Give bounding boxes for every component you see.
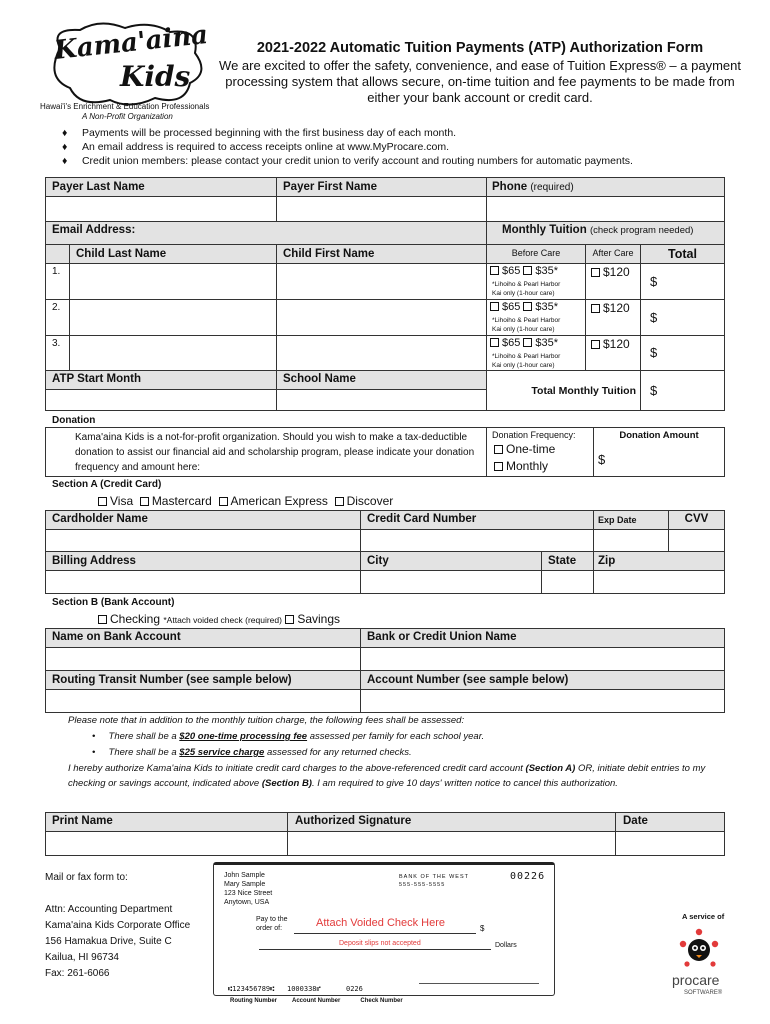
- account-label: Account Number (see sample below): [367, 674, 569, 686]
- cardholder-field[interactable]: [45, 529, 361, 552]
- mastercard-checkbox[interactable]: Mastercard: [140, 494, 212, 508]
- row-total-dollar: $: [650, 310, 658, 325]
- child-first-field[interactable]: [276, 263, 487, 300]
- logo: [40, 18, 210, 121]
- mail-org: Kama'aina Kids Corporate Office: [45, 920, 191, 931]
- billing-label: Billing Address: [52, 555, 136, 567]
- name-on-account-field[interactable]: [45, 647, 361, 671]
- bank-name-label: Bank or Credit Union Name: [367, 631, 517, 643]
- total-label: Total: [668, 247, 697, 261]
- donation-amount-label: Donation Amount: [619, 430, 699, 441]
- city-field[interactable]: [360, 570, 542, 594]
- check-dollars-label: Dollars: [495, 942, 517, 949]
- monthly-tuition-label: Monthly Tuition (check program needed): [502, 224, 694, 236]
- authorization-text: I hereby authorize Kama'aina Kids to initiate credit card charges to the above-referenced credit card account (Section A) OR, initiate debit entries to my checking or savings account, indicated above (Section B). I am required to give 10 days' written notice to cancel this authorization.: [68, 763, 706, 789]
- savings-checkbox[interactable]: Savings: [285, 612, 340, 626]
- before-care-note: *Lihoiho & Pearl Harbor Kai only (1-hour care): [492, 353, 561, 369]
- child-first-field[interactable]: [276, 335, 487, 371]
- city-label: City: [367, 555, 389, 567]
- before-care-label: Before Care: [511, 248, 561, 258]
- section-a-label: Section A (Credit Card): [52, 479, 162, 490]
- after-care-label: After Care: [592, 248, 634, 258]
- after-care-option[interactable]: $120: [591, 265, 630, 279]
- check-payer: John Sample Mary Sample 123 Nice Street Anytown, USA: [224, 872, 273, 906]
- mail-heading: Mail or fax form to:: [45, 872, 128, 883]
- bullet-list: [62, 126, 762, 168]
- child-num: 1.: [52, 266, 61, 277]
- fee-item-1: • There shall be a $20 one-time processing fee assessed per family for each school year.: [92, 731, 485, 742]
- check-pay-to: Pay to the order of:: [256, 916, 288, 932]
- child-last-field[interactable]: [69, 299, 277, 336]
- zip-label: Zip: [598, 555, 616, 567]
- atp-start-label: ATP Start Month: [52, 373, 142, 385]
- row-total-dollar: $: [650, 345, 658, 360]
- child-last-label: Child Last Name: [76, 248, 167, 260]
- logo-tagline: Hawai'i's Enrichment & Education Professionals: [40, 102, 210, 111]
- child-num: 2.: [52, 302, 61, 313]
- child-first-field[interactable]: [276, 299, 487, 336]
- check-deposit-text: Deposit slips not accepted: [339, 940, 421, 947]
- procare-software: SOFTWARE®: [684, 990, 723, 996]
- section-b-label: Section B (Bank Account): [52, 597, 175, 608]
- state-field[interactable]: [541, 570, 594, 594]
- zip-field[interactable]: [593, 570, 725, 594]
- fee-item-2: • There shall be a $25 service charge assessed for any returned checks.: [92, 747, 412, 758]
- school-field[interactable]: [276, 389, 487, 411]
- school-label: School Name: [283, 373, 356, 385]
- payer-first-name-label: Payer First Name: [283, 181, 377, 193]
- mail-city: Kailua, HI 96734: [45, 952, 119, 963]
- phone-label: Phone (required): [492, 181, 574, 193]
- procare-brand: procare: [672, 972, 720, 988]
- check-micr: ⑆123456789⑆ 1000338⑈ 0226: [228, 985, 363, 993]
- donation-text: Kama'aina Kids is a not-for-profit organization. Should you wish to make a tax-deductible donation to assist our financial aid and scholarship program, please indicate your donation frequency and amount here:: [75, 432, 475, 473]
- exp-field[interactable]: [593, 529, 669, 552]
- page-title: 2021-2022 Automatic Tuition Payments (ATP) Authorization Form: [256, 40, 704, 56]
- name-on-account-label: Name on Bank Account: [52, 631, 181, 643]
- child-last-field[interactable]: [69, 335, 277, 371]
- bullet-item: ♦ Payments will be processed beginning with the first business day of each month.: [62, 127, 457, 139]
- check-micr-labels: Routing Number Account Number Check Number: [230, 998, 403, 1004]
- check-dollars-line: [259, 949, 491, 950]
- cardholder-label: Cardholder Name: [52, 513, 148, 525]
- check-bank: BANK OF THE WEST 555-555-5555: [399, 874, 469, 888]
- print-name-field[interactable]: [45, 831, 288, 856]
- signature-field[interactable]: [287, 831, 616, 856]
- checking-note: *Attach voided check (required): [163, 615, 282, 625]
- before-care-note: *Lihoiho & Pearl Harbor Kai only (1-hour care): [492, 281, 561, 297]
- routing-field[interactable]: [45, 689, 361, 713]
- account-type-options: [98, 612, 340, 626]
- routing-label: Routing Transit Number (see sample below): [52, 674, 292, 686]
- check-number: 00226: [510, 871, 546, 882]
- billing-field[interactable]: [45, 570, 361, 594]
- bank-name-field[interactable]: [360, 647, 725, 671]
- child-first-label: Child First Name: [283, 248, 375, 260]
- child-num-header: [45, 244, 70, 264]
- check-dollar-sign: $: [480, 924, 485, 933]
- mail-fax: Fax: 261-6066: [45, 968, 110, 979]
- child-num: 3.: [52, 338, 61, 349]
- logo-nonprofit: A Non-Profit Organization: [82, 112, 173, 121]
- signature-label: Authorized Signature: [295, 815, 412, 827]
- payer-first-name-field[interactable]: [276, 196, 487, 222]
- sample-check: [213, 862, 555, 996]
- card-type-options: [98, 494, 393, 508]
- discover-checkbox[interactable]: Discover: [335, 494, 394, 508]
- print-name-label: Print Name: [52, 815, 113, 827]
- payer-last-name-label: Payer Last Name: [52, 181, 145, 193]
- donation-label: Donation: [52, 415, 96, 426]
- check-attach-text: Attach Voided Check Here: [316, 917, 446, 929]
- date-field[interactable]: [615, 831, 725, 856]
- logo-line1: Kama'aina: [52, 20, 210, 66]
- checking-checkbox[interactable]: Checking: [98, 612, 160, 626]
- monthly-checkbox[interactable]: Monthly: [494, 459, 548, 473]
- procare-service-label: A service of: [682, 912, 725, 921]
- account-field[interactable]: [360, 689, 725, 713]
- amex-checkbox[interactable]: American Express: [219, 494, 328, 508]
- before-care-options[interactable]: $65 $35*: [490, 337, 558, 349]
- state-label: State: [548, 555, 577, 567]
- exp-label: Exp Date: [598, 515, 637, 525]
- atp-start-field[interactable]: [45, 389, 277, 411]
- cvv-field[interactable]: [668, 529, 725, 552]
- after-care-option[interactable]: $120: [591, 337, 630, 351]
- row-total-dollar: $: [650, 274, 658, 289]
- phone-field[interactable]: [486, 196, 725, 222]
- donation-dollar: $: [598, 452, 606, 467]
- check-memo-line: [419, 983, 539, 984]
- child-last-field[interactable]: [69, 263, 277, 300]
- email-label: Email Address:: [52, 224, 136, 236]
- bullet-item: ♦ An email address is required to access receipts online at www.MyProcare.com.: [62, 141, 450, 153]
- check-pay-line: [294, 933, 476, 934]
- page-subtitle: We are excited to offer the safety, convenience, and ease of Tuition Express® – a payment processing system that allows secure, on-time tuition and fee payments to be made from either your bank account or credit card.: [219, 58, 741, 105]
- total-monthly-label: Total Monthly Tuition: [531, 385, 636, 397]
- bullet-item: ♦ Credit union members: please contact your credit union to verify account and routing numbers for automatic payments.: [62, 155, 633, 167]
- logo-line2: Kids: [120, 60, 191, 93]
- cvv-label: CVV: [684, 513, 709, 525]
- fees-intro: Please note that in addition to the monthly tuition charge, the following fees shall be assessed:: [68, 715, 465, 726]
- mail-street: 156 Hamakua Drive, Suite C: [45, 936, 172, 947]
- date-label: Date: [623, 815, 648, 827]
- visa-checkbox[interactable]: Visa: [98, 494, 133, 508]
- before-care-options[interactable]: $65 $35*: [490, 301, 558, 313]
- total-monthly-dollar: $: [650, 383, 658, 398]
- cc-number-field[interactable]: [360, 529, 594, 552]
- mail-attn: Attn: Accounting Department: [45, 904, 173, 915]
- cc-number-label: Credit Card Number: [367, 513, 477, 525]
- procare-mascot-icon: [675, 924, 723, 972]
- after-care-option[interactable]: $120: [591, 301, 630, 315]
- donation-frequency-label: Donation Frequency:: [492, 430, 576, 440]
- payer-last-name-field[interactable]: [45, 196, 277, 222]
- before-care-note: *Lihoiho & Pearl Harbor Kai only (1-hour care): [492, 317, 561, 333]
- mail-block: [45, 870, 190, 982]
- before-care-options[interactable]: $65 $35*: [490, 265, 558, 277]
- one-time-checkbox[interactable]: One-time: [494, 442, 555, 456]
